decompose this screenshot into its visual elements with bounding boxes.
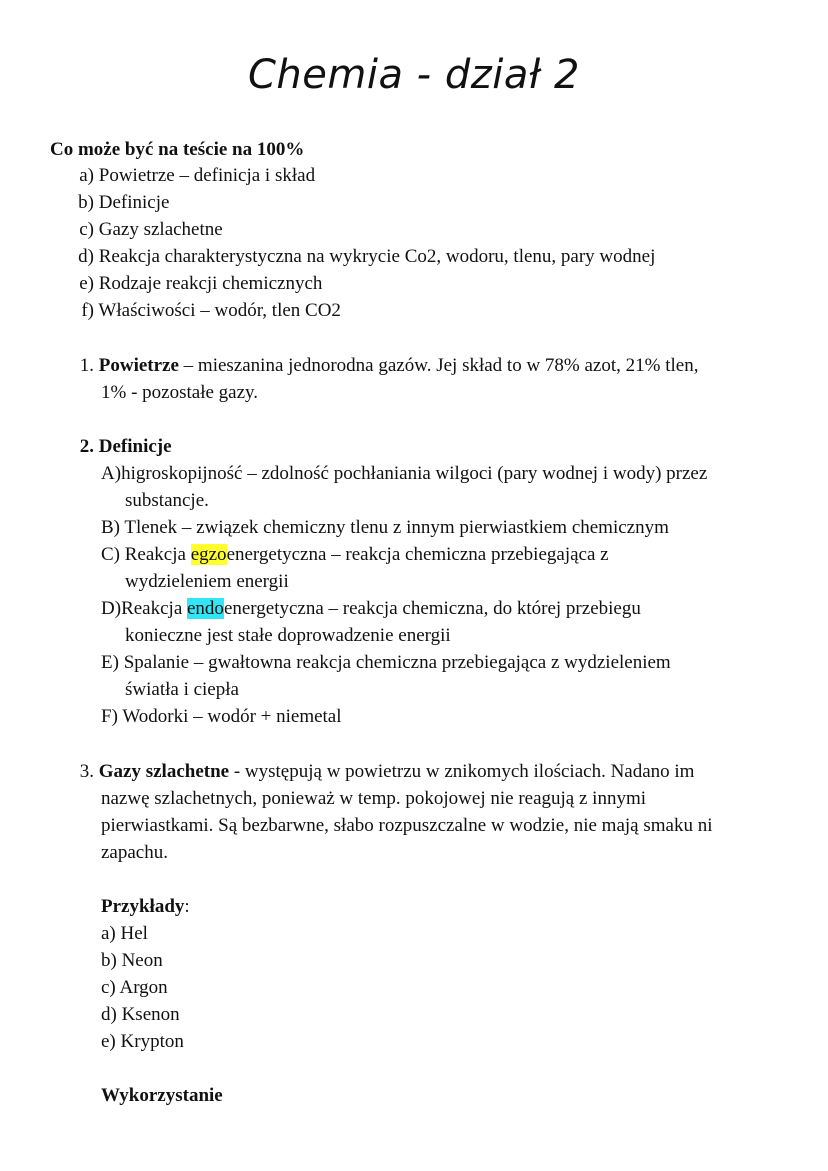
section-text-continued: 1% - pozostałe gazy.: [101, 382, 259, 403]
definition-item: [101, 597, 641, 621]
definition-item: [101, 516, 669, 540]
list-item: [101, 976, 168, 1000]
definition-text: Spalanie – gwałtowna reakcja chemiczna przebiegająca z wydzieleniem: [123, 652, 671, 673]
list-marker: f): [81, 300, 94, 321]
section-number: 1.: [79, 355, 94, 376]
list-marker: a): [79, 165, 94, 186]
examples-heading: [101, 895, 190, 919]
section-1: [76, 354, 698, 378]
list-item-text: Właściwości – wodór, tlen CO2: [98, 300, 341, 321]
list-item-text: Krypton: [120, 1031, 184, 1052]
list-marker: e): [101, 1031, 116, 1052]
section-term: Gazy szlachetne: [98, 761, 230, 782]
list-item-text: Argon: [119, 977, 168, 998]
list-item-text: Neon: [121, 950, 163, 971]
definition-text: Wodorki – wodór + niemetal: [122, 706, 342, 727]
section-text-continued: pierwiastkami. Są bezbarwne, słabo rozpuszczalne w wodzie, nie mają smaku ni: [101, 815, 713, 836]
definition-text: higroskopijność – zdolność pochłaniania wilgoci (pary wodnej i wody) przez: [121, 463, 708, 484]
definition-text-continued: światła i ciepła: [125, 679, 239, 700]
section-heading: Co może być na teście na 100%: [50, 139, 305, 160]
list-item-text: Ksenon: [121, 1004, 180, 1025]
list-item-text: Definicje: [98, 192, 170, 213]
definition-text-continued: konieczne jest stałe doprowadzenie energii: [125, 625, 451, 646]
list-item-text: Gazy szlachetne: [98, 219, 223, 240]
definition-text-continued: wydzieleniem energii: [125, 571, 289, 592]
list-item: [76, 245, 655, 269]
list-marker: b): [101, 950, 117, 971]
list-item: [76, 272, 322, 296]
section-text-continued: nazwę szlachetnych, ponieważ w temp. pokojowej nie reagują z innymi: [101, 788, 646, 809]
section-3: [76, 760, 694, 784]
definition-item: [101, 705, 342, 729]
definition-marker: A): [101, 463, 122, 484]
section-text-continued: zapachu.: [101, 842, 168, 863]
definition-text: Reakcja: [124, 544, 191, 565]
definition-marker: E): [101, 652, 119, 673]
list-item: [76, 299, 341, 323]
list-item: [101, 1003, 180, 1027]
definition-text: energetyczna – reakcja chemiczna przebiegająca z: [226, 544, 609, 565]
highlighted-prefix: egzo: [190, 544, 227, 565]
list-item: [76, 164, 315, 188]
section-title: Definicje: [98, 436, 172, 457]
list-item-text: Reakcja charakterystyczna na wykrycie Co2, wodoru, tlenu, pary wodnej: [98, 246, 656, 267]
definition-marker: D): [101, 598, 122, 619]
definition-item: [101, 543, 609, 567]
section-2-heading: [76, 435, 172, 459]
usage-heading: Wykorzystanie: [101, 1085, 223, 1106]
list-marker: c): [79, 219, 94, 240]
list-item: [101, 949, 163, 973]
section-text: – mieszanina jednorodna gazów. Jej skład to w 78% azot, 21% tlen,: [178, 355, 699, 376]
list-marker: b): [78, 192, 94, 213]
list-marker: d): [101, 1004, 117, 1025]
list-item-text: Rodzaje reakcji chemicznych: [98, 273, 323, 294]
section-term: Powietrze: [98, 355, 179, 376]
definition-marker: F): [101, 706, 118, 727]
definition-text: Reakcja: [121, 598, 187, 619]
list-marker: c): [101, 977, 116, 998]
definition-text-continued: substancje.: [125, 490, 209, 511]
list-marker: d): [78, 246, 94, 267]
list-item: [76, 218, 223, 242]
definition-text: energetyczna – reakcja chemiczna, do której przebiegu: [223, 598, 641, 619]
section-number: 3.: [79, 761, 94, 782]
examples-colon: :: [184, 896, 190, 917]
list-item: [76, 191, 169, 215]
definition-item: [101, 651, 671, 675]
list-item: [101, 922, 148, 946]
list-marker: e): [79, 273, 94, 294]
list-item-text: Hel: [120, 923, 148, 944]
list-item: [101, 1030, 184, 1054]
definition-text: Tlenek – związek chemiczny tlenu z innym pierwiastkiem chemicznym: [124, 517, 669, 538]
definition-marker: B): [101, 517, 120, 538]
highlighted-prefix: endo: [187, 598, 224, 619]
examples-label: Przykłady: [101, 896, 185, 917]
definition-item: [101, 462, 707, 486]
list-item-text: Powietrze – definicja i skład: [98, 165, 316, 186]
list-marker: a): [101, 923, 116, 944]
section-text: - występują w powietrzu w znikomych ilościach. Nadano im: [229, 761, 695, 782]
definition-marker: C): [101, 544, 120, 565]
section-number: 2.: [79, 436, 94, 457]
page-title: Chemia - dział 2: [247, 52, 580, 98]
